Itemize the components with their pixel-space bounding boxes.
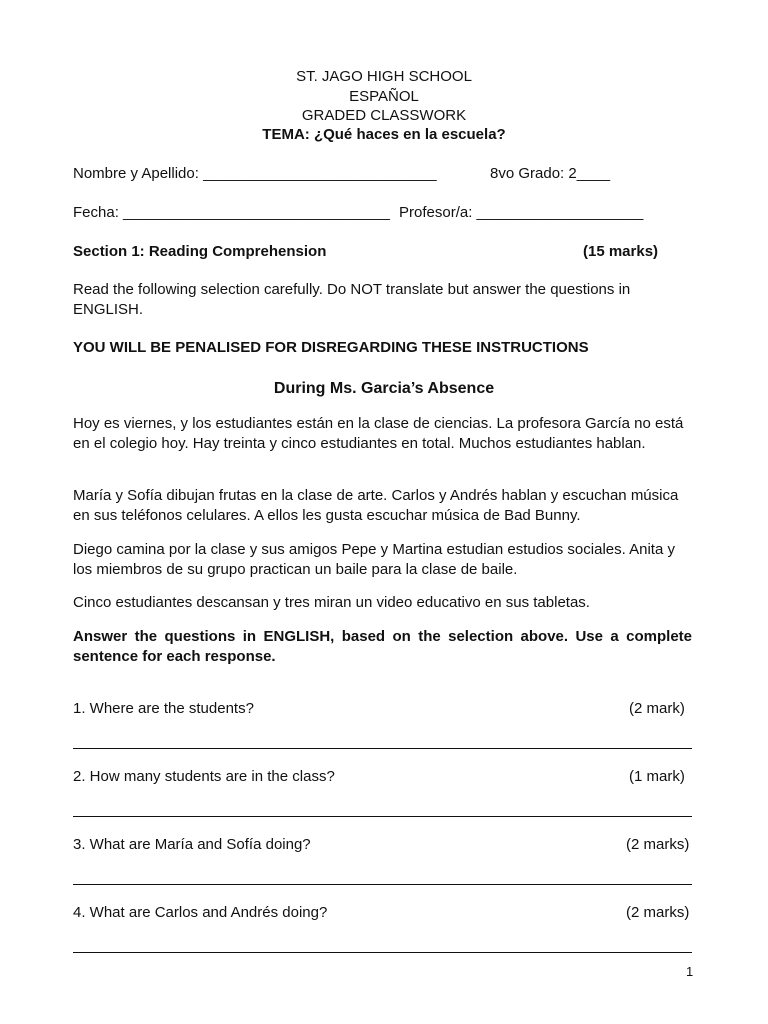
instructions-line-1: Read the following selection carefully. Do NOT translate but answer the questions in bbox=[73, 281, 631, 298]
section-title: Section 1: Reading Comprehension bbox=[73, 243, 327, 260]
passage-paragraph-2: María y Sofía dibujan frutas en la clase de arte. Carlos y Andrés hablan y escuchan música en sus teléfonos celulares. A ellos les gusta escuchar música de Bad Bunny. bbox=[73, 487, 679, 524]
answer-line[interactable] bbox=[73, 952, 692, 953]
tema-heading: TEMA: ¿Qué haces en la escuela? bbox=[262, 126, 506, 143]
question-marks: (2 marks) bbox=[626, 904, 690, 921]
question-text: 2. How many students are in the class? bbox=[73, 768, 335, 785]
question-text: 3. What are María and Sofía doing? bbox=[73, 836, 311, 853]
nombre-field[interactable]: Nombre y Apellido: ____________________________ bbox=[73, 165, 437, 182]
instructions-line-2: ENGLISH. bbox=[73, 301, 144, 318]
passage-paragraph-4: Cinco estudiantes descansan y tres miran un video educativo en sus tabletas. bbox=[73, 594, 590, 611]
grado-field[interactable]: 8vo Grado: 2____ bbox=[490, 165, 611, 182]
passage-paragraph-3: Diego camina por la clase y sus amigos Pepe y Martina estudian estudios sociales. Anita y los miembros de su grupo practican un baile para la clase de baile. bbox=[73, 541, 675, 578]
question-text: 1. Where are the students? bbox=[73, 700, 254, 717]
school-name: ST. JAGO HIGH SCHOOL bbox=[296, 68, 472, 85]
question-text: 4. What are Carlos and Andrés doing? bbox=[73, 904, 328, 921]
subject-title: ESPAÑOL bbox=[349, 88, 419, 105]
document-type: GRADED CLASSWORK bbox=[301, 107, 467, 124]
passage-title: During Ms. Garcia’s Absence bbox=[273, 380, 495, 397]
answer-line[interactable] bbox=[73, 816, 692, 817]
question-marks: (2 mark) bbox=[629, 700, 685, 717]
passage-paragraph-1: Hoy es viernes, y los estudiantes están en la clase de ciencias. La profesora García no está en el colegio hoy. Hay treinta y cinco estudiantes en total. Muchos estudiantes hablan. bbox=[73, 415, 684, 452]
question-marks: (2 marks) bbox=[626, 836, 690, 853]
warning-text: YOU WILL BE PENALISED FOR DISREGARDING THESE INSTRUCTIONS bbox=[73, 339, 589, 356]
question-marks: (1 mark) bbox=[629, 768, 685, 785]
profesor-field[interactable]: Profesor/a: ____________________ bbox=[399, 204, 644, 221]
page-number: 1 bbox=[686, 964, 694, 979]
fecha-field[interactable]: Fecha: ________________________________ bbox=[73, 204, 390, 221]
answer-instructions: Answer the questions in ENGLISH, based on the selection above. Use a complete sentence for each response. bbox=[73, 628, 692, 665]
answer-line[interactable] bbox=[73, 884, 692, 885]
section-marks: (15 marks) bbox=[583, 243, 659, 260]
answer-line[interactable] bbox=[73, 748, 692, 749]
